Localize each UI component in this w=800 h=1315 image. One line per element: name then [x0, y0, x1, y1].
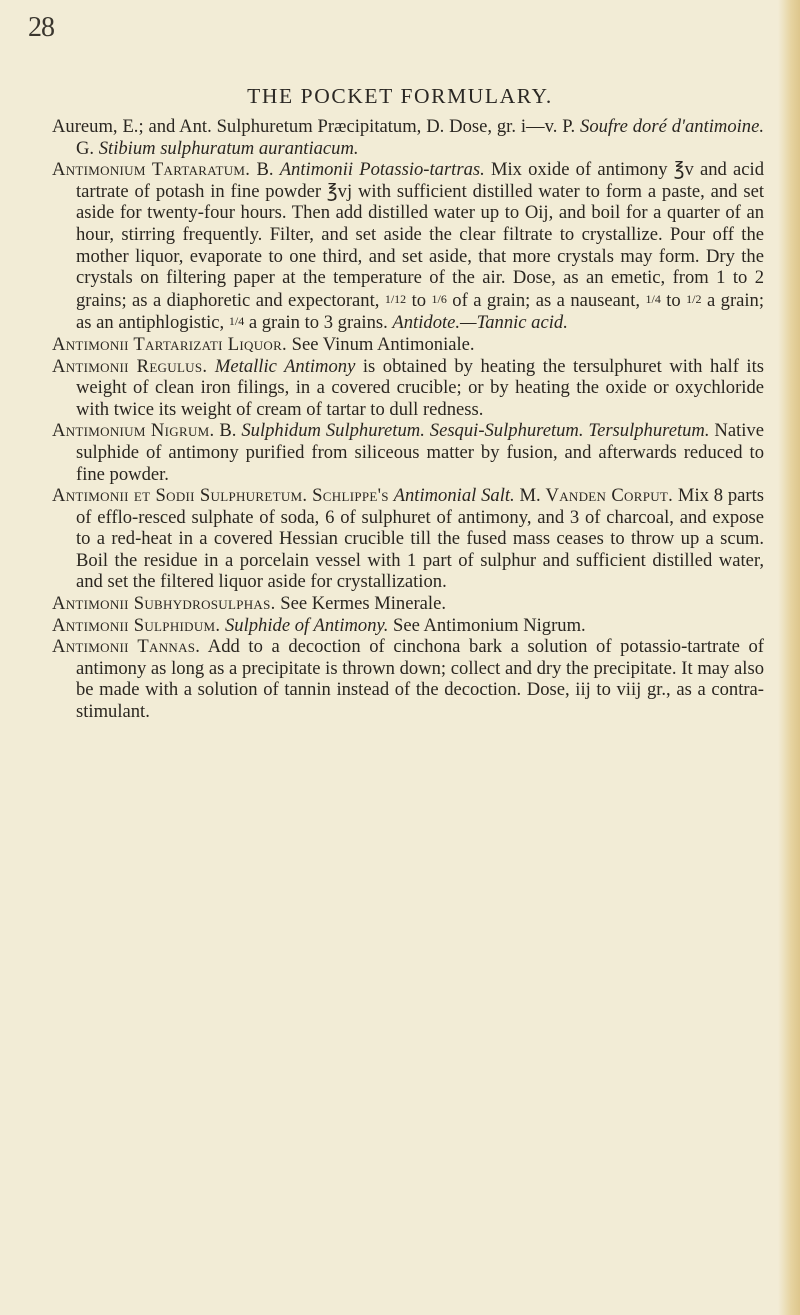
entry-antimonium-tartaratum: [52, 159, 764, 334]
entry-text: to: [660, 289, 687, 311]
entry-text: [207, 356, 215, 377]
entry-text: Native sulphide of antimony purified from siliceous matter by fusion, and afterwards reduced to fine powder.: [76, 420, 764, 485]
fraction: 1/2: [686, 291, 702, 306]
entry-heading: Antimonium Tartaratum.: [52, 159, 251, 181]
entry-heading: Antimonii Tartarizati Liquor.: [52, 333, 287, 355]
entry-text: B.: [250, 159, 280, 181]
entry-antimonii-tannas: [52, 636, 764, 722]
german-synonym: Stibium sulphuratum aurantiacum.: [98, 137, 359, 159]
entry-antimonii-regulus: [52, 356, 764, 421]
entry-heading: Antimonium Nigrum.: [52, 420, 215, 442]
fraction: 1/4: [645, 291, 661, 306]
entry-antimonii-et-sodii-sulphuretum: [52, 485, 764, 593]
entry-text: G.: [76, 137, 99, 159]
synonym: Metallic Antimony: [214, 355, 356, 377]
entry-text: M.: [514, 485, 546, 507]
entry-heading: Antimonii Sulphidum.: [52, 614, 221, 636]
entry-heading: Antimonii Tannas.: [52, 636, 201, 658]
entry-text: Aureum, E.; and Ant. Sulphuretum Præcipitatum, D. Dose, gr. i—v. P.: [52, 116, 581, 137]
synonym: Antimonii Potassio-tartras.: [279, 159, 485, 181]
entry-text: Mix oxide of antimony ℥v and acid tartrate of potash in fine powder ℥vj with sufficient distilled water to form a paste, and set aside for twenty-four hours. Then add distilled water up to Oij, and boil for a quarter of an hour, stirring frequently. Filter, and set aside the clear filtrate to crystallize. Pour off the mother liquor, evaporate to one third, and set aside, that more crystals may form. Dry the crystals on filtering paper at the temperature of the air. Dose, as an emetic, from 1 to 2 grains; as a diaphoretic and expectorant,: [76, 159, 765, 311]
synonym: Antimonial Salt.: [393, 485, 515, 507]
entry-antimonium-sulphuratum-continued: [52, 116, 764, 159]
author-name: Vanden Corput.: [545, 485, 674, 507]
entry-text: B.: [214, 420, 242, 442]
entry-text: Mix 8 parts of efflo-resced sulphate of soda, 6 of sulphuret of antimony, and 3 of charcoal, and expose to a red-heat in a covered Hessian crucible till the fused mass ceases to throw up a scum. Boil the residue in a porcelain vessel with 1 part of sulphur and sufficient distilled water, and set the filtered liquor aside for crystallization.: [76, 485, 764, 593]
entry-text: a grain to 3 grains.: [244, 312, 393, 334]
entry-text: is obtained by heating the tersulphuret with half its weight of clean iron filings, in a covered crucible; or by heating the oxide or oxychloride with twice its weight of cream of tartar to dull redness.: [76, 355, 764, 420]
entry-antimonium-nigrum: [52, 420, 764, 485]
entry-text: See Vinum Antimoniale.: [287, 333, 475, 355]
entry-text: to: [406, 289, 432, 311]
entry-text: of a grain; as a nauseant,: [446, 289, 646, 311]
entry-heading: Antimonii Regulus.: [52, 355, 208, 377]
entry-text: See Antimonium Nigrum.: [388, 614, 586, 636]
page-number: 28: [28, 12, 54, 43]
synonym: Sulphide of Antimony.: [225, 614, 389, 636]
author-name: Schlippe's: [312, 485, 389, 507]
french-synonym: Soufre doré d'antimoine.: [580, 116, 764, 137]
entry-text: Add to a decoction of cinchona bark a solution of potassio-tartrate of antimony as long as a precipitate is thrown down; collect and dry the precipitate. It may also be made with a solution of tannin instead of the decoction. Dose, iij to viij gr., as a contra-stimulant.: [76, 636, 764, 723]
page-edge-shadow: [778, 0, 800, 1315]
synonym: Sulphidum Sulphuretum. Sesqui-Sulphuretum. Tersulphuretum.: [241, 420, 710, 442]
entry-antimonii-tartarizati-liquor: [52, 334, 764, 356]
formulary-text: [52, 116, 764, 723]
entry-heading: Antimonii Subhydrosulphas.: [52, 593, 276, 615]
entry-text: a grain; as an antiphlogistic,: [76, 289, 765, 334]
entry-antimonii-subhydrosulphas: [52, 593, 764, 615]
entry-antimonii-sulphidum: [52, 615, 764, 637]
fraction: 1/12: [384, 291, 407, 306]
running-head: THE POCKET FORMULARY.: [247, 84, 553, 108]
fraction: 1/4: [228, 314, 245, 329]
antidote: Antidote.—Tannic acid.: [392, 312, 568, 334]
entry-heading: Antimonii et Sodii Sulphuretum.: [52, 485, 308, 507]
entry-text: See Kermes Minerale.: [275, 593, 446, 615]
fraction: 1/6: [431, 291, 447, 306]
